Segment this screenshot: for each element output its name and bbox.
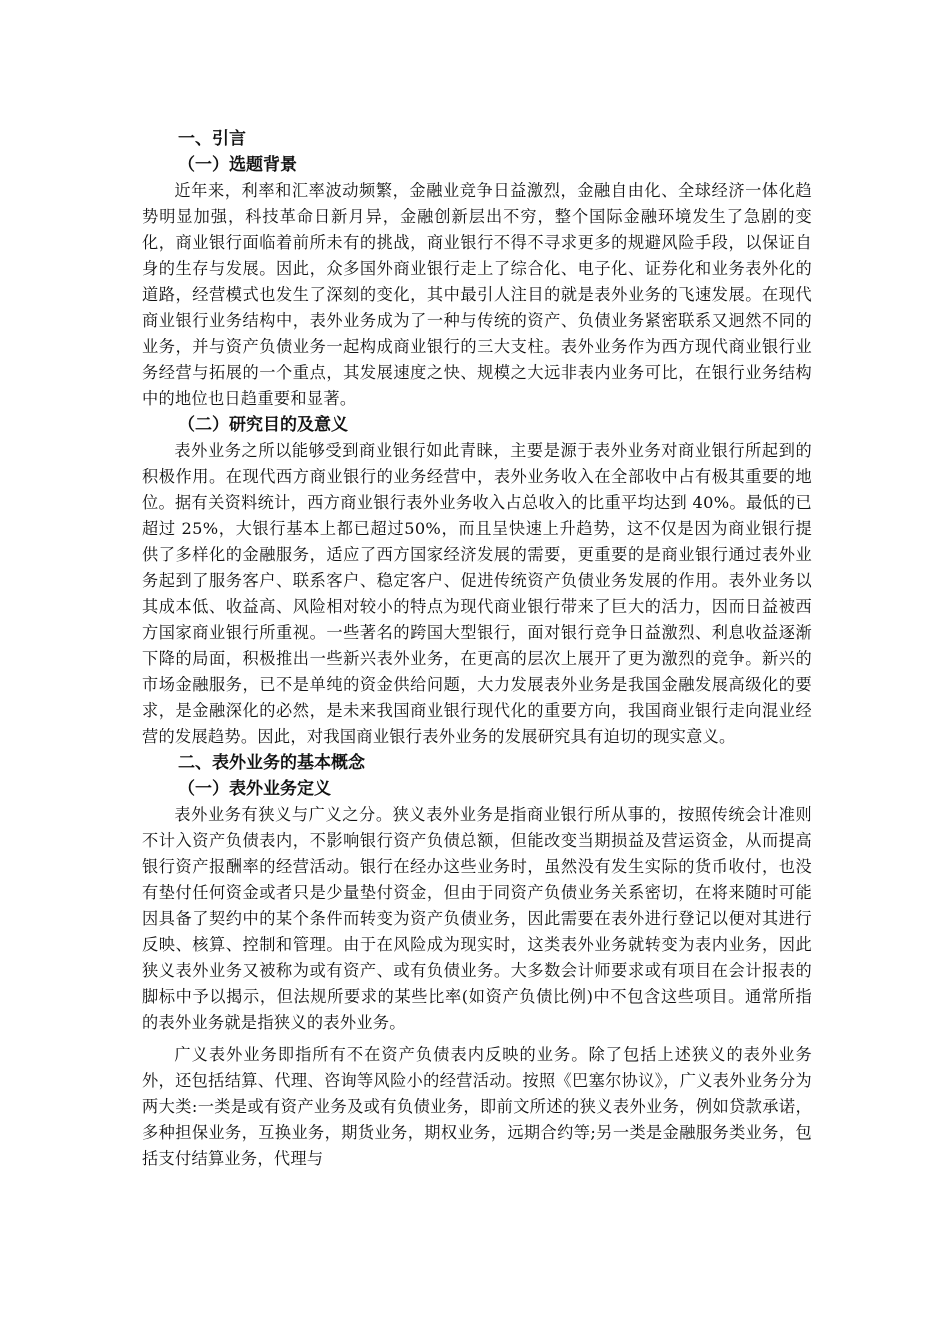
section-2-1-paragraph-2: 广义表外业务即指所有不在资产负债表内反映的业务。除了包括上述狭义的表外业务外，还包括结算、代理、咨询等风险小的经营活动。按照《巴塞尔协议》，广义表外业务分为两大类:一类是或有资产业务及或有负债业务，即前文所述的狭义表外业务，例如贷款承诺，多种担保业务，互换业务，期货业务，期权业务，远期合约等;另一类是金融服务类业务，包括支付结算业务，代理与 [142, 1045, 812, 1168]
section-1-1-paragraph: 近年来，利率和汇率波动频繁，金融业竞争日益激烈，金融自由化、全球经济一体化趋势明显加强，科技革命日新月异，金融创新层出不穷，整个国际金融环境发生了急剧的变化，商业银行面临着前所未有的挑战，商业银行不得不寻求更多的规避风险手段，以保证自身的生存与发展。因此，众多国外商业银行走上了综合化、电子化、证券化和业务表外化的道路，经营模式也发生了深刻的变化，其中最引人注目的就是表外业务的飞速发展。在现代商业银行业务结构中，表外业务成为了一种与传统的资产、负债业务紧密联系又迥然不同的业务，并与资产负债业务一起构成商业银行的三大支柱。表外业务作为西方现代商业银行业务经营与拓展的一个重点，其发展速度之快、规模之大远非表内业务可比，在银行业务结构中的地位也日趋重要和显著。 [142, 181, 812, 408]
section-1-1-heading: （一）选题背景 [178, 155, 297, 175]
section-2-1-heading: （一）表外业务定义 [178, 779, 331, 799]
section-1-heading: 一、引言 [178, 129, 246, 149]
section-1-2-paragraph: 表外业务之所以能够受到商业银行如此青睐，主要是源于表外业务对商业银行所起到的积极作用。在现代西方商业银行的业务经营中，表外业务收入在全部收中占有极其重要的地位。据有关资料统计，西方商业银行表外业务收入占总收入的比重平均达到 40%。最低的已超过 25%，大银行基本上都已超过50%，而且呈快速上升趋势，这不仅是因为商业银行提供了多样化的金融服务，适应了西方国家经济发展的需要，更重要的是商业银行通过表外业务起到了服务客户、联系客户、稳定客户、促进传统资产负债业务发展的作用。表外业务以其成本低、收益高、风险相对较小的特点为现代商业银行带来了巨大的活力，因而日益被西方国家商业银行所重视。一些著名的跨国大型银行，面对银行竞争日益激烈、利息收益逐渐下降的局面，积极推出一些新兴表外业务，在更高的层次上展开了更为激烈的竞争。新兴的市场金融服务，已不是单纯的资金供给问题，大力发展表外业务是我国金融发展高级化的要求，是金融深化的必然，是未来我国商业银行现代化的重要方向，我国商业银行走向混业经营的发展趋势。因此，对我国商业银行表外业务的发展研究具有迫切的现实意义。 [142, 441, 812, 746]
document-page [142, 126, 812, 1172]
section-1-2-heading: （二）研究目的及意义 [178, 415, 348, 435]
section-2-heading: 二、表外业务的基本概念 [178, 753, 365, 773]
section-2-1-paragraph-1: 表外业务有狭义与广义之分。狭义表外业务是指商业银行所从事的，按照传统会计准则不计入资产负债表内，不影响银行资产负债总额，但能改变当期损益及营运资金，从而提高银行资产报酬率的经营活动。银行在经办这些业务时，虽然没有发生实际的货币收付，也没有垫付任何资金或者只是少量垫付资金，但由于同资产负债业务关系密切，在将来随时可能因具备了契约中的某个条件而转变为资产负债业务，因此需要在表外进行登记以便对其进行反映、核算、控制和管理。由于在风险成为现实时，这类表外业务就转变为表内业务，因此狭义表外业务又被称为或有资产、或有负债业务。大多数会计师要求或有项目在会计报表的脚标中予以揭示，但法规所要求的某些比率(如资产负债比例)中不包含这些项目。通常所指的表外业务就是指狭义的表外业务。 [142, 805, 812, 1032]
